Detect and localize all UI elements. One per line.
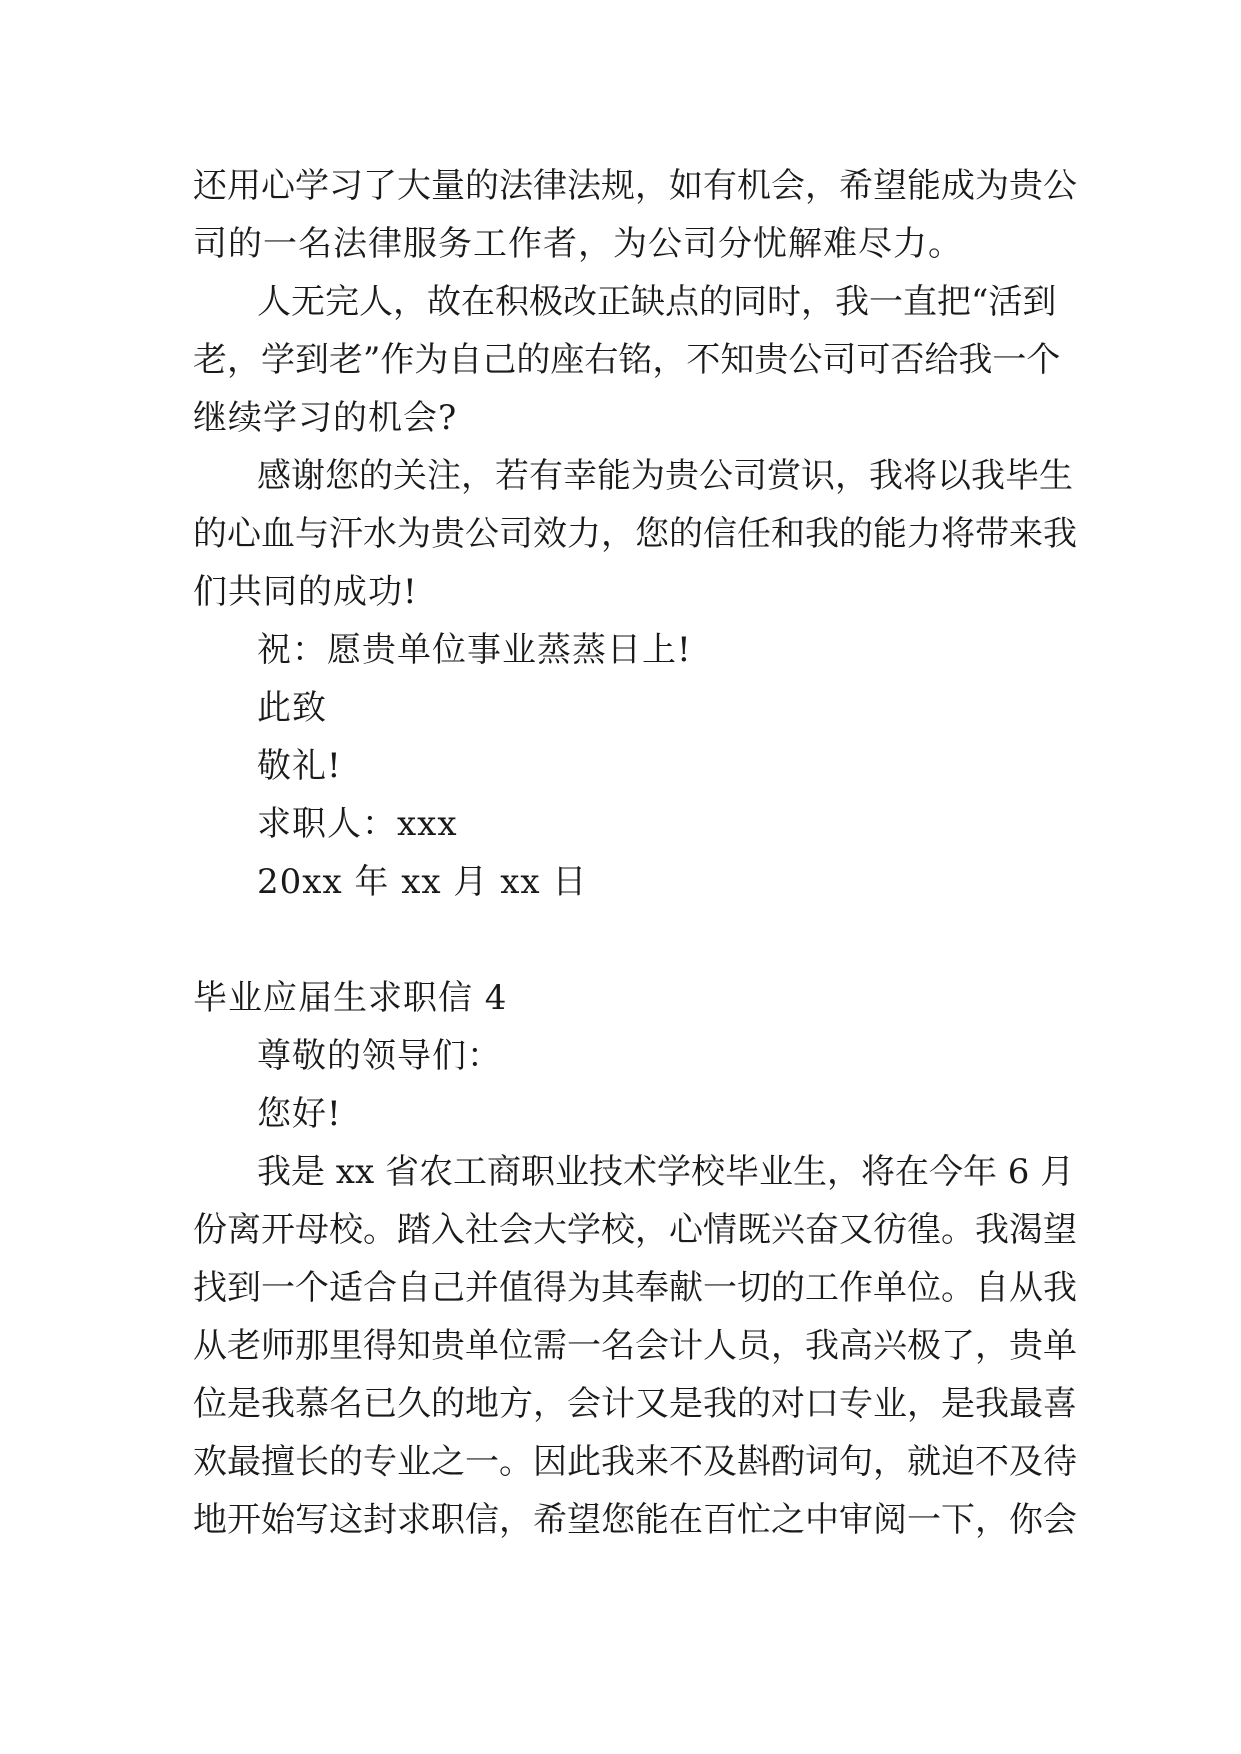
paragraph-line: 欢最擅长的专业之一。因此我来不及斟酌词句，就迫不及待: [193, 1442, 1077, 1482]
closing-respect: 敬礼!: [257, 746, 342, 786]
paragraph-line: 找到一个适合自己并值得为其奉献一切的工作单位。自从我: [193, 1268, 1077, 1308]
paragraph-line: 从老师那里得知贵单位需一名会计人员，我高兴极了，贵单: [193, 1326, 1077, 1366]
paragraph-line: 的心血与汗水为贵公司效力，您的信任和我的能力将带来我: [193, 514, 1077, 554]
paragraph-line: 感谢您的关注，若有幸能为贵公司赏识，我将以我毕生: [257, 456, 1073, 496]
signature: 求职人：xxx: [257, 804, 458, 844]
paragraph-line: 我是 xx 省农工商职业技术学校毕业生，将在今年 6 月: [257, 1152, 1075, 1192]
paragraph-line: 地开始写这封求职信，希望您能在百忙之中审阅一下，你会: [193, 1500, 1077, 1540]
section-title: 毕业应届生求职信 4: [193, 978, 508, 1018]
closing-wish: 祝：愿贵单位事业蒸蒸日上!: [257, 630, 692, 670]
paragraph-line: 还用心学习了大量的法律法规，如有机会，希望能成为贵公: [193, 166, 1077, 206]
paragraph-line: 们共同的成功!: [193, 572, 418, 612]
greeting-line: 尊敬的领导们：: [257, 1036, 502, 1076]
paragraph-line: 位是我慕名已久的地方，会计又是我的对口专业，是我最喜: [193, 1384, 1077, 1424]
paragraph-line: 份离开母校。踏入社会大学校，心情既兴奋又彷徨。我渴望: [193, 1210, 1077, 1250]
paragraph-line: 继续学习的机会?: [193, 398, 458, 438]
paragraph-line: 人无完人，故在积极改正缺点的同时，我一直把“活到: [257, 282, 1057, 322]
paragraph-line: 司的一名法律服务工作者，为公司分忧解难尽力。: [193, 224, 963, 264]
date-line: 20xx 年 xx 月 xx 日: [257, 862, 588, 902]
greeting-line: 您好!: [257, 1094, 342, 1134]
closing-salutation: 此致: [257, 688, 327, 728]
paragraph-line: 老，学到老”作为自己的座右铭，不知贵公司可否给我一个: [193, 340, 1061, 380]
